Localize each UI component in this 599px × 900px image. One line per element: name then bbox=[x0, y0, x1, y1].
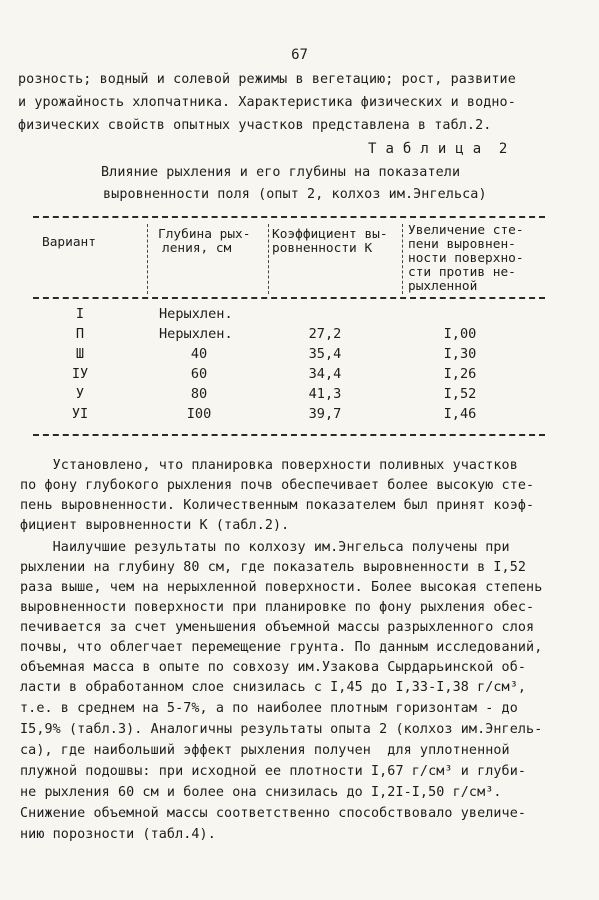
table-caption-line: выровненности поля (опыт 2, колхоз им.Энгельса) bbox=[103, 187, 487, 202]
header-increase: Увеличение сте- bbox=[408, 223, 524, 238]
body-line: почвы, что облегчает перемещение грунта. По данным исследований, bbox=[20, 640, 543, 655]
table-cell-depth: Нерыхлен. bbox=[159, 326, 233, 342]
body-line: пень выровненности. Количественным показателем был принят коэф- bbox=[20, 498, 535, 513]
body-line: нию порозности (табл.4). bbox=[20, 827, 216, 842]
table-cell-increase: I,46 bbox=[443, 406, 477, 422]
body-line: т.е. в среднем на 5-7%, а по наиболее плотным горизонтам - до bbox=[20, 701, 518, 716]
header-separator bbox=[147, 224, 148, 294]
header-increase: пени выровнен- bbox=[408, 237, 516, 252]
table-top-rule bbox=[33, 216, 545, 218]
table-cell-variant: УI bbox=[71, 406, 89, 422]
table-cell-coef: 41,3 bbox=[308, 386, 342, 402]
body-line: са), где наибольший эффект рыхления получен для уплотненной bbox=[20, 743, 510, 758]
header-depth: Глубина рых- bbox=[158, 227, 251, 242]
table-cell-coef: 34,4 bbox=[308, 366, 342, 382]
page-number: 67 bbox=[291, 47, 308, 63]
intro-line: физических свойств опытных участков представлена в табл.2. bbox=[18, 118, 492, 133]
table-header-rule bbox=[33, 297, 545, 299]
body-line: ласти в обработанном слое снизилась с I,45 до I,33-I,38 г/см³, bbox=[20, 680, 527, 695]
table-cell-increase: I,00 bbox=[443, 326, 477, 342]
table-cell-variant: IУ bbox=[71, 366, 89, 382]
table-cell-depth: I00 bbox=[186, 406, 212, 422]
header-depth: ления, см bbox=[162, 241, 232, 256]
body-line: объемная масса в опыте по совхозу им.Узакова Сырдарьинской об- bbox=[20, 660, 527, 675]
header-separator bbox=[402, 224, 403, 294]
intro-line: и урожайность хлопчатника. Характеристика физических и водно- bbox=[18, 95, 516, 110]
body-line: I5,9% (табл.3). Аналогичны результаты опыта 2 (колхоз им.Энгель- bbox=[20, 722, 543, 737]
header-increase: рыхленной bbox=[408, 279, 478, 294]
header-variant: Вариант bbox=[42, 235, 96, 250]
body-line: раза выше, чем на нерыхленной поверхности. Более высокая степень bbox=[20, 580, 543, 595]
table-bottom-rule bbox=[33, 434, 545, 436]
table-cell-variant: У bbox=[75, 386, 85, 402]
body-line: рыхлении на глубину 80 см, где показатель выровненности в I,52 bbox=[20, 560, 527, 575]
table-cell-variant: Ш bbox=[75, 346, 85, 362]
table-cell-depth: 60 bbox=[190, 366, 208, 382]
body-line: по фону глубокого рыхления почв обеспечивает более высокую сте- bbox=[20, 478, 535, 493]
table-cell-variant: П bbox=[75, 326, 85, 342]
table-cell-coef: 27,2 bbox=[308, 326, 342, 342]
table-label: Т а б л и ц а 2 bbox=[368, 141, 508, 157]
body-line: Снижение объемной массы соответственно способствовало увеличе- bbox=[20, 806, 527, 821]
table-cell-depth: 40 bbox=[190, 346, 208, 362]
table-cell-variant: I bbox=[75, 306, 85, 322]
table-cell-coef: 39,7 bbox=[308, 406, 342, 422]
body-line: Установлено, что планировка поверхности поливных участков bbox=[20, 458, 518, 473]
header-separator bbox=[268, 224, 269, 294]
body-line: фициент выровненности К (табл.2). bbox=[20, 518, 290, 533]
table-cell-depth: 80 bbox=[190, 386, 208, 402]
header-coef: Коэффициент вы- bbox=[272, 227, 388, 242]
table-cell-depth: Нерыхлен. bbox=[159, 306, 233, 322]
intro-line: розность; водный и солевой режимы в вегетацию; рост, развитие bbox=[18, 72, 516, 87]
table-cell-increase: I,26 bbox=[443, 366, 477, 382]
body-line: не рыхления 60 см и более она снизилась до I,2I-I,50 г/см³. bbox=[20, 785, 502, 800]
body-line: выровненности поверхности при планировке по фону рыхления обес- bbox=[20, 600, 535, 615]
table-cell-coef: 35,4 bbox=[308, 346, 342, 362]
body-line: плужной подошвы: при исходной ее плотности I,67 г/см³ и глуби- bbox=[20, 764, 527, 779]
body-line: Наилучшие результаты по колхозу им.Энгельса получены при bbox=[20, 540, 510, 555]
header-increase: сти против не- bbox=[408, 265, 516, 280]
header-coef: ровненности К bbox=[272, 241, 373, 256]
table-caption-line: Влияние рыхления и его глубины на показатели bbox=[101, 165, 461, 180]
table-cell-increase: I,30 bbox=[443, 346, 477, 362]
body-line: печивается за счет уменьшения объемной массы разрыхленного слоя bbox=[20, 620, 535, 635]
header-increase: ности поверхно- bbox=[408, 251, 524, 266]
table-cell-increase: I,52 bbox=[443, 386, 477, 402]
